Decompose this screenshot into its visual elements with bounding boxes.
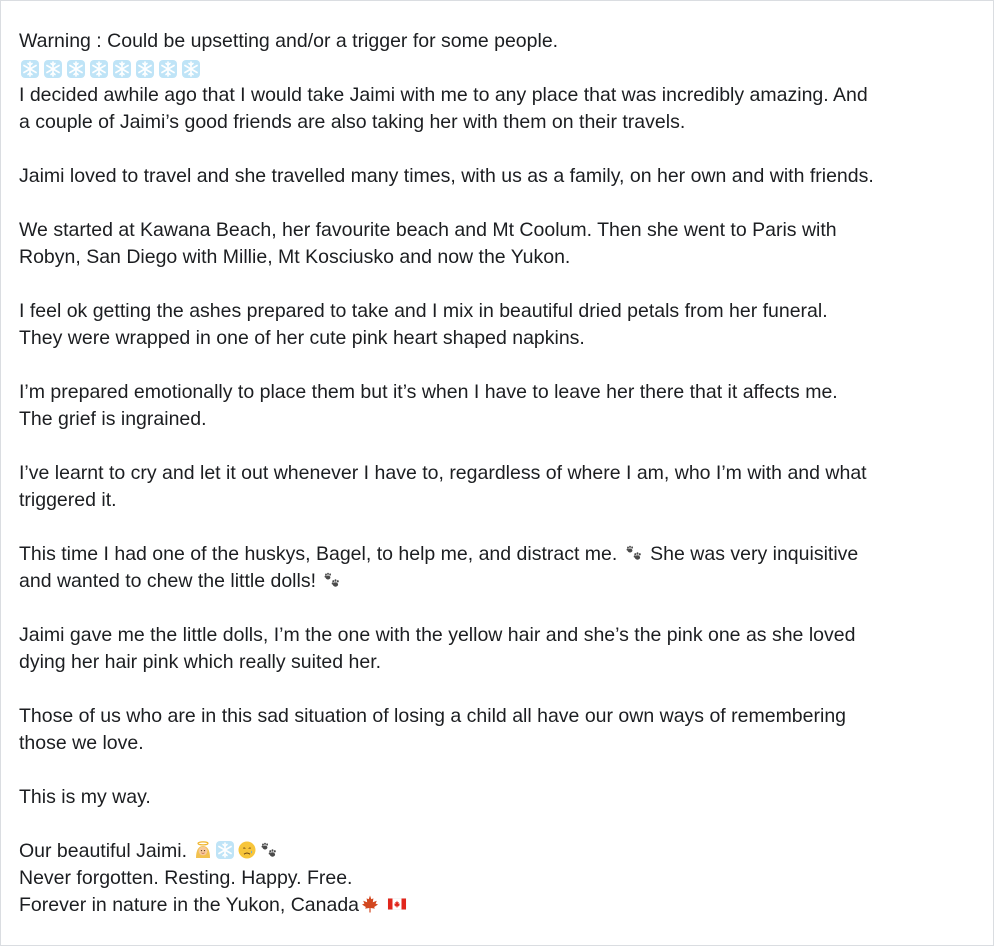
paragraph-line: I’ve learnt to cry and let it out whenever I have to, regardless of where I am, who I’m with and what — [19, 462, 867, 484]
paragraph-line — [19, 892, 979, 919]
paragraph-line — [19, 568, 979, 595]
paragraph-line: those we love. — [19, 732, 144, 754]
paragraph-line: Never forgotten. Resting. Happy. Free. — [19, 867, 353, 889]
paragraph-remembering — [19, 703, 979, 757]
paragraph-my-way — [19, 784, 979, 811]
paragraph-line: I’m prepared emotionally to place them but it’s when I have to leave her there that it affects me. — [19, 381, 838, 403]
paw-prints-icon — [624, 543, 644, 563]
paragraph-line: Jaimi loved to travel and she travelled many times, with us as a family, on her own and with friends. — [19, 165, 874, 187]
paragraph-spacer — [19, 514, 979, 541]
paragraph-closing — [19, 838, 979, 919]
paragraph-line: Robyn, San Diego with Millie, Mt Kosciusko and now the Yukon. — [19, 246, 571, 268]
paragraph-spacer — [19, 271, 979, 298]
snowflake-icon — [215, 840, 235, 860]
snowflake-icon — [20, 59, 40, 79]
paragraph-ashes — [19, 298, 979, 352]
snowflake-icon — [43, 59, 63, 79]
paw-prints-icon — [322, 570, 342, 590]
paragraph-places — [19, 217, 979, 271]
paragraph-husky — [19, 541, 979, 595]
closing-text: Our beautiful Jaimi. — [19, 840, 187, 862]
sad-face-icon — [237, 840, 257, 860]
paragraph-cry — [19, 460, 979, 514]
husky-text-part-1: This time I had one of the huskys, Bagel, to help me, and distract me. — [19, 543, 618, 565]
paw-prints-icon — [259, 840, 279, 860]
paragraph-line: triggered it. — [19, 489, 117, 511]
paragraph-spacer — [19, 136, 979, 163]
paragraph-spacer — [19, 352, 979, 379]
paragraph-line: Jaimi gave me the little dolls, I’m the one with the yellow hair and she’s the pink one as she loved — [19, 624, 856, 646]
paragraph-spacer — [19, 676, 979, 703]
paragraph-line: I decided awhile ago that I would take Jaimi with me to any place that was incredibly amazing. And — [19, 84, 868, 106]
snowflake-icon — [135, 59, 155, 79]
paragraph-spacer — [19, 595, 979, 622]
paragraph-line: We started at Kawana Beach, her favourite beach and Mt Coolum. Then she went to Paris with — [19, 219, 837, 241]
paragraph-line: Those of us who are in this sad situation of losing a child all have our own ways of remembering — [19, 705, 847, 727]
paragraph-line: dying her hair pink which really suited her. — [19, 651, 382, 673]
snowflake-icon — [181, 59, 201, 79]
snowflake-icon — [158, 59, 178, 79]
paragraph-line — [19, 541, 979, 568]
paragraph-line: They were wrapped in one of her cute pink heart shaped napkins. — [19, 327, 585, 349]
paragraph-emotions — [19, 379, 979, 433]
paragraph-spacer — [19, 190, 979, 217]
post-text-body — [19, 28, 979, 919]
husky-text-part-3: and wanted to chew the little dolls! — [19, 570, 317, 592]
snowflake-divider — [19, 55, 979, 82]
paragraph-line: The grief is ingrained. — [19, 408, 207, 430]
canada-flag-icon — [387, 894, 407, 914]
angel-face-icon — [193, 840, 213, 860]
closing-location-text: Forever in nature in the Yukon, Canada — [19, 894, 360, 916]
warning-line: Warning : Could be upsetting and/or a trigger for some people. — [19, 30, 559, 52]
snowflake-icon — [66, 59, 86, 79]
paragraph-line: This is my way. — [19, 786, 151, 808]
paragraph-decision — [19, 82, 979, 136]
paragraph-spacer — [19, 811, 979, 838]
paragraph-spacer — [19, 433, 979, 460]
maple-leaf-icon — [360, 894, 380, 914]
paragraph-line: I feel ok getting the ashes prepared to take and I mix in beautiful dried petals from her funeral. — [19, 300, 828, 322]
snowflake-icon — [89, 59, 109, 79]
paragraph-dolls — [19, 622, 979, 676]
paragraph-travel — [19, 163, 979, 190]
husky-text-part-2: She was very inquisitive — [650, 543, 859, 565]
paragraph-spacer — [19, 757, 979, 784]
snowflake-icon — [112, 59, 132, 79]
paragraph-line — [19, 838, 979, 865]
paragraph-line: a couple of Jaimi’s good friends are also taking her with them on their travels. — [19, 111, 686, 133]
